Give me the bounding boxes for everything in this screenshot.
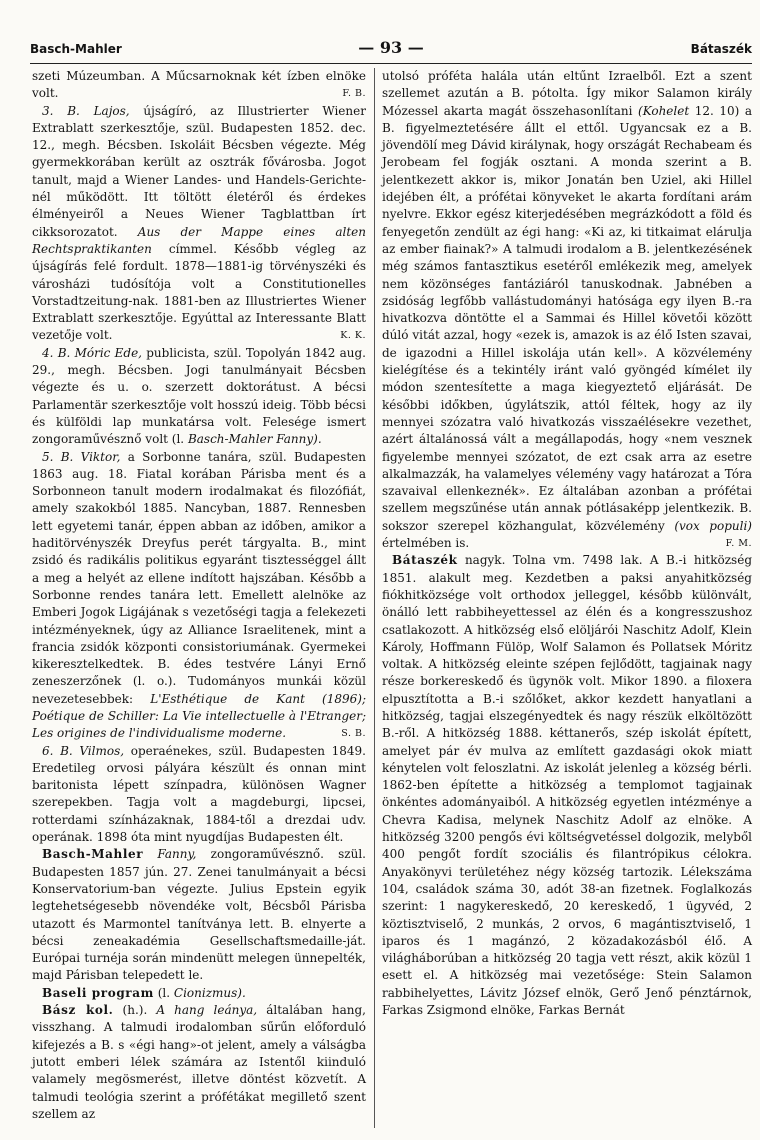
header-right-term: Bátaszék <box>690 42 752 56</box>
author-signature: S. B. <box>341 728 366 740</box>
entry-basz-kol: Bász kol. (h.). A hang leánya, általában hang, visszhang. A talmudi irodalomban sűrűn előforduló kifejezés a B. s «égi hang»-ot jelent, amely a válságba jutott emberi lélek számára az Istentől kiinduló valamely megösmerést, illetve döntést közvetít. A talmudi teológia szerint a prófétákat megillető szent szellem az <box>32 1003 366 1121</box>
page-number: — 93 — <box>358 38 424 57</box>
entry-continuation: utolsó próféta halála után eltűnt Izraelből. Ezt a szent szellemet azután a B. pótolta. Így mikor Salamon király Mózessel akarta magát összehasonlítani (Kohelet 12. 10) a B. figyelmeztetésére állt el ettől. Ugyancsak ez a B. jövendölí meg Dávid királynak, hogy országát Rechabeam és Jerobeam fel fogják osztani. A monda szerint a B. jelentkezett akkor is, mikor Jonatán ben Uziel, aki Hillel idejében élt, a prófétai könyveket le akarta fordítani arám nyelvre. Ekkor egész kiterjedésében megrázkódott a föld és fenyegetőn zendült az égi hang: «Ki az, ki titkaimat elárulja az ember fiainak?» A talmudi irodalom a B. jelentkezésének még számos fantasztikus esetéről emlékezik meg, amelyek nem közönséges fantáziáról tanuskodnak. Jabnében a zsidóság legfőbb vallástudományi hatósága egy ilyen B.-ra hivatkozva döntötte el a Sammai és Hillel követői között dúló vitát azzal, hogy «ezek is, amazok is az élő Isten szavai, de igazodni a Hillel iskolája után kell». A közvélemény kielégítése és a tekintély iránt való gyöngéd kímélet ily módon szentesítette a maga kiegyeztető eljárását. De későbbi időkben, úgylátszik, attól féltek, hogy az ily mennyei szózatra való hivatkozás visszaélésekre vezethet, azért általánossá vált a megállapodás, hogy «nem vesznek figyelembe mennyei szózatot, de ezt csak arra az esetre alkalmazzák, ha valamelyes vélemény vagy határozat a Tóra szavaival ellenkeznék». Ez általában azonban a prófétai szellem megszűnése után annak pótlásaképp jelentkezik. B. sokszor szerepel közhangulat, közvélemény (vox populi) értelmében is. F. M. <box>382 68 752 552</box>
author-signature: F. M. <box>725 538 752 550</box>
right-column <box>382 68 752 1019</box>
header-rule <box>30 63 752 64</box>
running-header <box>30 38 752 60</box>
left-column <box>32 68 366 1123</box>
headword: 4. B. Móric Ede, <box>42 345 142 360</box>
headword: Bátaszék <box>392 553 458 568</box>
entry-basch-lajos: 3. B. Lajos, újságíró, az Illustrierter Wiener Extrablatt szerkesztője, szül. Budapesten 1852. dec. 12., megh. Bécsben. Iskoláit Bécsben végezte. Még gyermekkorában került az osztrák fővárosba. Jogot tanult, majd a Wiener Landes- und Handels-Gerichte-nél működött. Itt töltött életéről és érdekes élményeiről a Neues Wiener Tagblattban írt cikksorozatot. Aus der Mappe eines alten Rechtspraktikanten címmel. Később végleg az újságírás felé fordult. 1878—1881-ig törvényszéki és városházi tudósítója volt a Constitutionelles Vorstadtzeitung-nak. 1881-ben az Illustriertes Wiener Extrablatt szerkesztője. Egyúttal az Interessante Blatt vezetője volt. K. K. <box>32 103 366 345</box>
entry-bataszek: Bátaszék nagyk. Tolna vm. 7498 lak. A B.-i hitközség 1851. alakult meg. Kezdetben a paksi anyahitközség fiókhitközsége volt orthodox jelleggel, később különvált, önálló lett rabbiheyettessel az élén és a kongresszushoz csatlakozott. A hitközség első elöljárói Naschitz Adolf, Klein Károly, Hoffmann Fülöp, Wolf Salamon és Pollatsek Móritz voltak. A hitközség eleinte szépen fejlődött, tagjainak nagy része borkereskedő és ügynök volt. Mikor 1890. a filoxera elpusztította a B.-i szőlőket, akkor kezdett hanyatlani a hitközség, tagjai elszegényedtek és nagy részük elköltözött B.-ről. A hitközség 1888. kéttanerős, szép iskolát épített, amelyet pár év mulva az említett gazdasági okok miatt kénytelen volt feloszlatni. Az iskolát jelenleg a község bérli. 1862-ben építette a hitközség a templomot tagjainak önkéntes adományaiból. A hitközség egyetlen intézménye a Chevra Kadisa, melynek Naschitz Adolf az elnöke. A hitközség 3200 pengős évi költségvetéssel dolgozik, melyből 400 pengőt fordít szociális és filantrópikus célokra. Anyakönyvi területéhez négy község tartozik. Lélekszáma 104, családok száma 30, adót 38-an fizetnek. Foglalkozás szerint: 1 nagykereskedő, 20 kereskedő, 1 ügyvéd, 2 köztisztviselő, 2 munkás, 2 orvos, 6 magántisztviselő, 1 iparos és 1 magánzó, 2 közadakozásból élő. A világháborúban a hitközség 20 tagja vett részt, akik közül 1 esett el. A hitközség mai vezetősége: Stein Salamon rabbihelyettes, Lávitz József elnök, Gerő Jenő pénztárnok, Farkas Zsigmond elnöke, Farkas Bernát <box>382 553 752 1018</box>
headword: Basch-Mahler <box>42 847 144 862</box>
headword: 5. B. Viktor, <box>42 449 121 464</box>
entry-continuation: szeti Múzeumban. A Műcsarnoknak két ízben elnöke volt. F. B. <box>32 68 366 103</box>
entry-basch-moric-ede: 4. B. Móric Ede, publicista, szül. Topolyán 1842 aug. 29., megh. Bécsben. Jogi tanulmányait Bécsben végezte és u. o. szerzett doktorátust. A bécsi Parlamentär szerkesztője volt hosszú ideig. Több bécsi és külföldi lap munkatársa volt. Felesége ismert zongoraművésznő volt (l. Basch-Mahler Fanny). <box>32 345 366 447</box>
column-divider <box>374 68 375 1128</box>
header-left-term: Basch-Mahler <box>30 42 122 56</box>
author-signature: K. K. <box>340 330 366 342</box>
entry-basch-viktor: 5. B. Viktor, a Sorbonne tanára, szül. Budapesten 1863 aug. 18. Fiatal korában Párisba ment és a Sorbonneon tanult modern irodalmakat és filozófiát, amely szakokból 1885. Nancyban, 1887. Rennesben lett egyetemi tanár, éppen abban az időben, amikor a haditörvényszék Dreyfus perét tárgyalta. B., mint zsidó és radikális politikus egyaránt tisztességgel állt a meg a helyét az ellene indított hajszában. Később a Sorbonne rendes tanára lett. Emellett alelnöke az Emberi Jogok Ligájának s vezetőségi tagja a felekezeti intézményeknek, úgy az Alliance Israelitenek, mint a francia zsidók központi consistoriumának. Gyermekei kikeresztelkedtek. B. édes testvére Lányi Ernő zeneszerzőnek (l. o.). Tudományos munkái közül nevezetesebbek: L'Esthétique de Kant (1896); Poétique de Schiller: La Vie intellectuelle à l'Etranger; Les origines de l'individualisme moderne. S. B. <box>32 449 366 743</box>
headword: 3. B. Lajos, <box>42 103 130 118</box>
headword: Baseli program <box>42 985 154 1000</box>
entry-basch-vilmos: 6. B. Vilmos, operaénekes, szül. Budapesten 1849. Eredetileg orvosi pályára készült és onnan mint baritonista lépett színpadra, különösen Wagner szerepekben. Tagja volt a magdeburgi, lipcsei, rotterdami színházaknak, 1884-től a drezdai udv. operának. 1898 óta mint nyugdíjas Budapesten élt. <box>32 743 366 845</box>
entry-baseli-program: Baseli program (l. Cionizmus). <box>42 985 246 1000</box>
entry-basch-mahler-fanny: Basch-Mahler Fanny, zongoraművésznő. szül. Budapesten 1857 jún. 27. Zenei tanulmányait a bécsi Konservatorium-ban végezte. Julius Epstein egyik legtehetségesebb növendéke volt, Bécsből Párisba utazott és Marmontel tanítványa lett. B. elnyerte a bécsi zeneakadémia Gesellschaftsmedaille-ját. Európai turnéja során mindenütt melegen ünnepelték, majd Párisban telepedett le. <box>32 847 366 983</box>
author-signature: F. B. <box>342 88 366 100</box>
headword: Bász kol. <box>42 1003 114 1018</box>
headword: 6. B. Vilmos, <box>42 743 125 758</box>
